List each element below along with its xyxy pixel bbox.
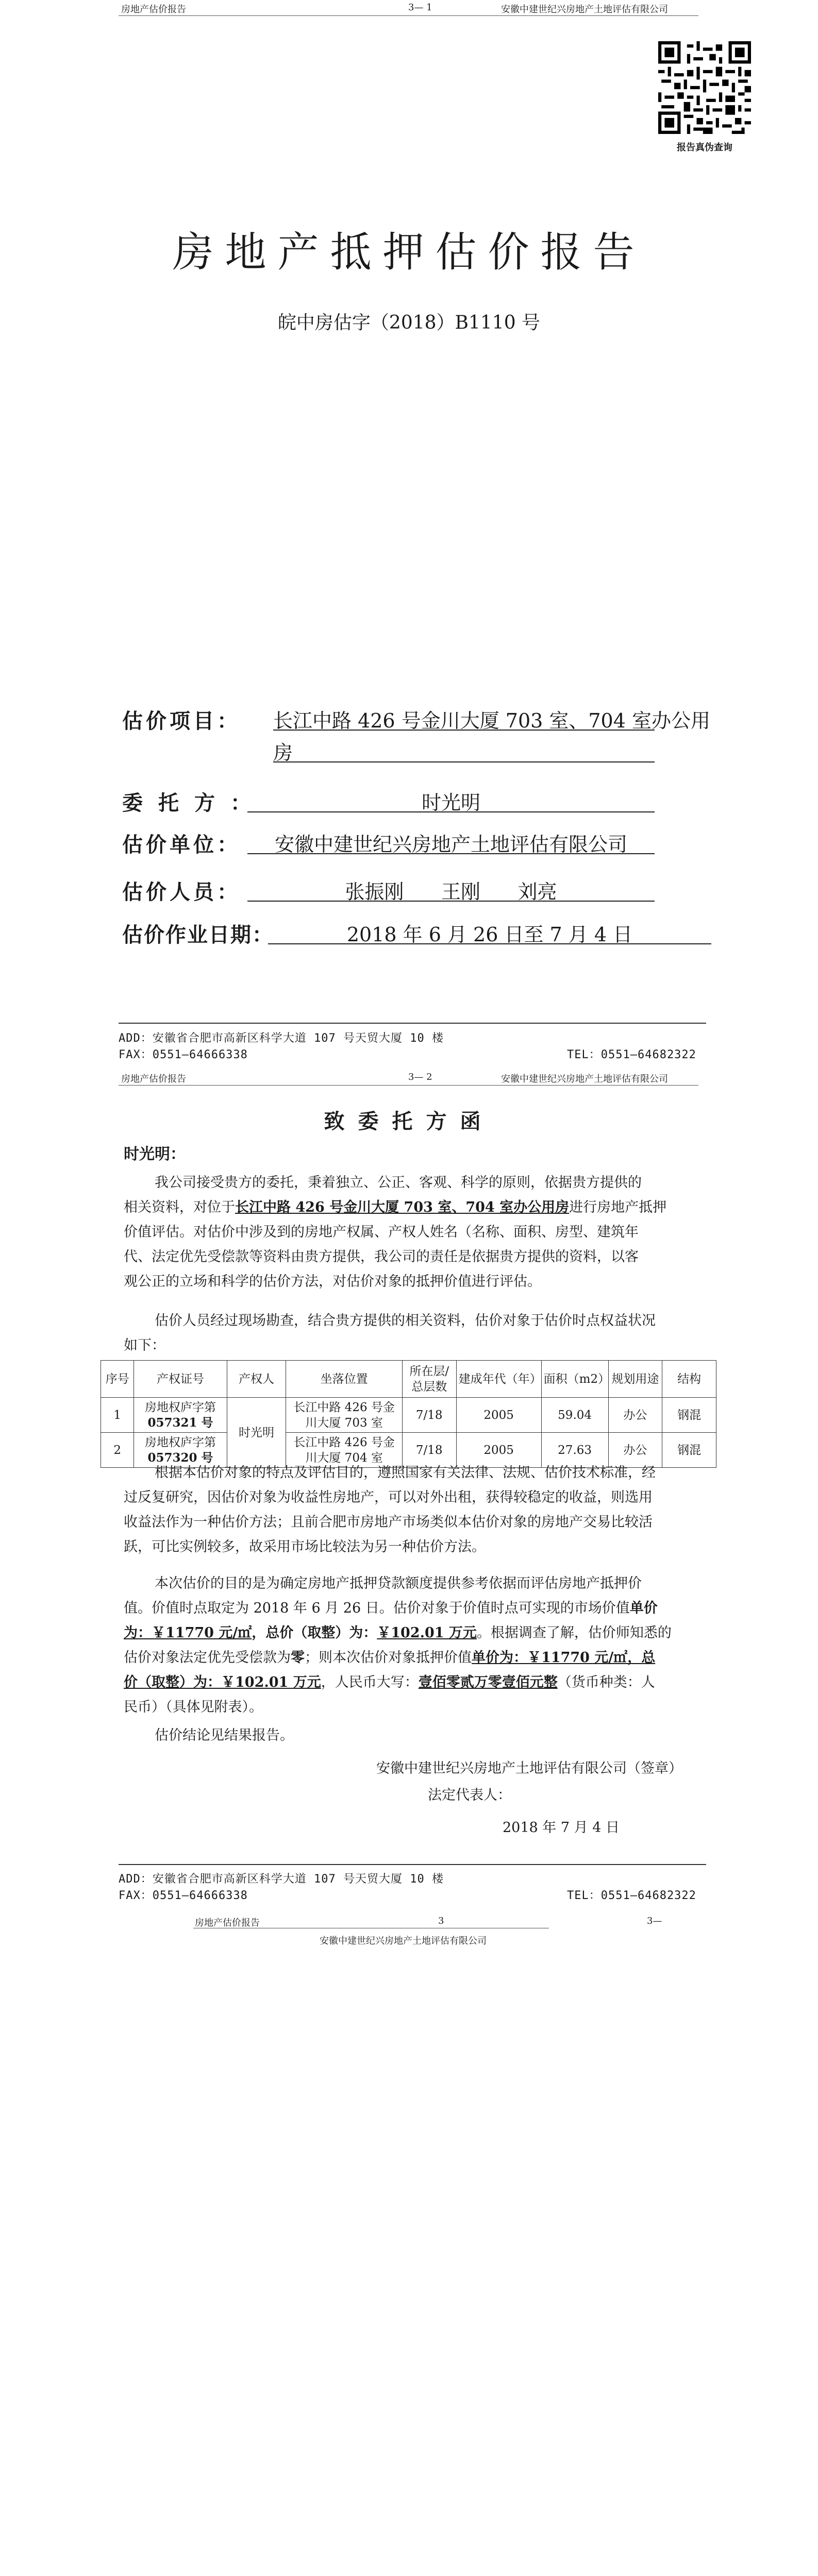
field-value-appraisers: 张振刚 王刚 刘亮 [345,880,557,903]
field-value-appraiser-org: 安徽中建世纪兴房地产土地评估有限公司 [274,833,627,856]
col-header: 产权人 [227,1361,286,1398]
footer-tel: TEL：0551—64682322 [567,1048,696,1061]
footer-rule [119,1864,706,1865]
field-value-project-cont: 房 [273,741,293,764]
page-header-company: 安徽中建世纪兴房地产土地评估有限公司 [320,1936,487,1946]
col-header: 结构 [662,1361,716,1398]
field-label-client: 委托方： [122,791,266,815]
footer-fax: FAX：0551—64666338 [119,1048,248,1061]
letter-paragraph-3: 根据本估价对象的特点及评估目的，遵照国家有关法律、法规、估价技术标准，经 过反复研究，因估价对象为收益性房地产，可以对外出租，获得较稳定的收益，则选用 收益法作为一种估价方法；且前合肥市房地产市场类似本估价对象的房地产交易比较活 跃，可比实例较多，故采用市场比较法为另一种估价方法。 [124,1465,656,1555]
signature-date: 2018 年 7 月 4 日 [503,1820,620,1836]
page-header-rule [119,15,698,16]
col-header: 序号 [101,1361,134,1398]
field-value-project: 长江中路 426 号金川大厦 703 室、704 室办公用 [273,709,710,732]
letter-paragraph-4: 本次估价的目的是为确定房地产抵押贷款额度提供参考依据而评估房地产抵押价 值。价值时点取定为 2018 年 6 月 26 日。估价对象于价值时点可实现的市场价值单价 为：￥11770 元/㎡，总价（取整）为：￥102.01 万元。根据调查了解，估价师知悉的 估价对象法定优先受偿款为零；则本次估价对象抵押价值单价为：￥11770 元/㎡，总 价（取整）为：￥102.01 万元，人民币大写：壹佰零贰万零壹佰元整（货币种类：人 民币）（具体见附表）。 [124,1575,672,1715]
letter-paragraph-1: 我公司接受贵方的委托，秉着独立、公正、客观、科学的原则，依据贵方提供的 相关资料，对位于长江中路 426 号金川大厦 703 室、704 室办公用房进行房地产抵押 价值评估。对估价中涉及到的房地产权属、产权人姓名（名称、面积、房型、建筑年 代、法定优先受偿款等资料由贵方提供，我公司的责任是依据贵方提供的资料，以客 观公正的立场和科学的估价方法，对估价对象的抵押价值进行评估。 [124,1175,667,1290]
field-label-project: 估价项目： [122,709,241,733]
page-header-rule [119,1085,698,1086]
field-value-client: 时光明 [421,791,480,814]
page-header-company: 安徽中建世纪兴房地产土地评估有限公司 [501,1074,668,1084]
field-label-appraiser-org: 估价单位： [122,833,241,857]
signature-company: 安徽中建世纪兴房地产土地评估有限公司（签章） [376,1760,682,1776]
field-value-work-date: 2018 年 6 月 26 日至 7 月 4 日 [346,923,633,946]
underline [247,811,655,812]
col-header: 所在层/总层数 [402,1361,456,1398]
col-header: 坐落位置 [286,1361,403,1398]
field-label-appraisers: 估价人员： [122,880,241,904]
footer-rule [119,1023,706,1024]
underline [268,943,711,944]
underline [247,853,655,854]
page-header-left: 房地产估价报告 [121,1074,186,1084]
page-header-left: 房地产估价报告 [121,4,186,15]
page-header-number: 3 [438,1916,444,1926]
field-label-work-date: 估价作业日期： [122,923,274,947]
col-header: 建成年代（年） [456,1361,541,1398]
footer-address: ADD：安徽省合肥市高新区科学大道 107 号天贸大厦 10 楼 [119,1873,444,1886]
owner-cell: 时光明 [227,1398,286,1468]
footer-tel: TEL：0551—64682322 [567,1889,696,1902]
property-table [101,1360,716,1468]
page-header-number-right: 3— [647,1916,662,1926]
underline [273,730,655,731]
table-row: 1 房地权庐字第 057321 号 时光明 长江中路 426 号金 川大厦 703 室 7/18 2005 59.04 办公 钢混 [101,1398,716,1433]
footer-address: ADD：安徽省合肥市高新区科学大道 107 号天贸大厦 10 楼 [119,1032,444,1045]
col-header: 规划用途 [608,1361,662,1398]
underline [247,901,655,902]
letter-paragraph-5: 估价结论见结果报告。 [155,1727,294,1743]
footer-fax: FAX：0551—64666338 [119,1889,248,1902]
page-header-company: 安徽中建世纪兴房地产土地评估有限公司 [501,4,668,15]
underline [273,761,655,762]
qr-caption: 报告真伪查询 [677,142,732,153]
report-number: 皖中房估字（2018）B1110 号 [277,312,541,333]
letter-title: 致委托方函 [324,1109,494,1133]
letter-paragraph-2: 估价人员经过现场勘查，结合贵方提供的相关资料，估价对象于估价时点权益状况 如下： [124,1313,656,1353]
page-header-left: 房地产估价报告 [195,1918,260,1928]
qr-code-icon[interactable] [658,41,751,134]
col-header: 产权证号 [134,1361,227,1398]
signature-representative: 法定代表人： [428,1787,511,1803]
cover-title: 房地产抵押估价报告 [172,228,646,276]
letter-salutation: 时光明： [124,1145,186,1163]
page-header-number: 3— 2 [408,1072,432,1082]
table-row: 2 房地权庐字第 057320 号 长江中路 426 号金 川大厦 704 室 7/18 2005 27.63 办公 钢混 [101,1433,716,1468]
page-header-number: 3— 1 [408,2,432,13]
col-header: 面积（m2） [541,1361,608,1398]
